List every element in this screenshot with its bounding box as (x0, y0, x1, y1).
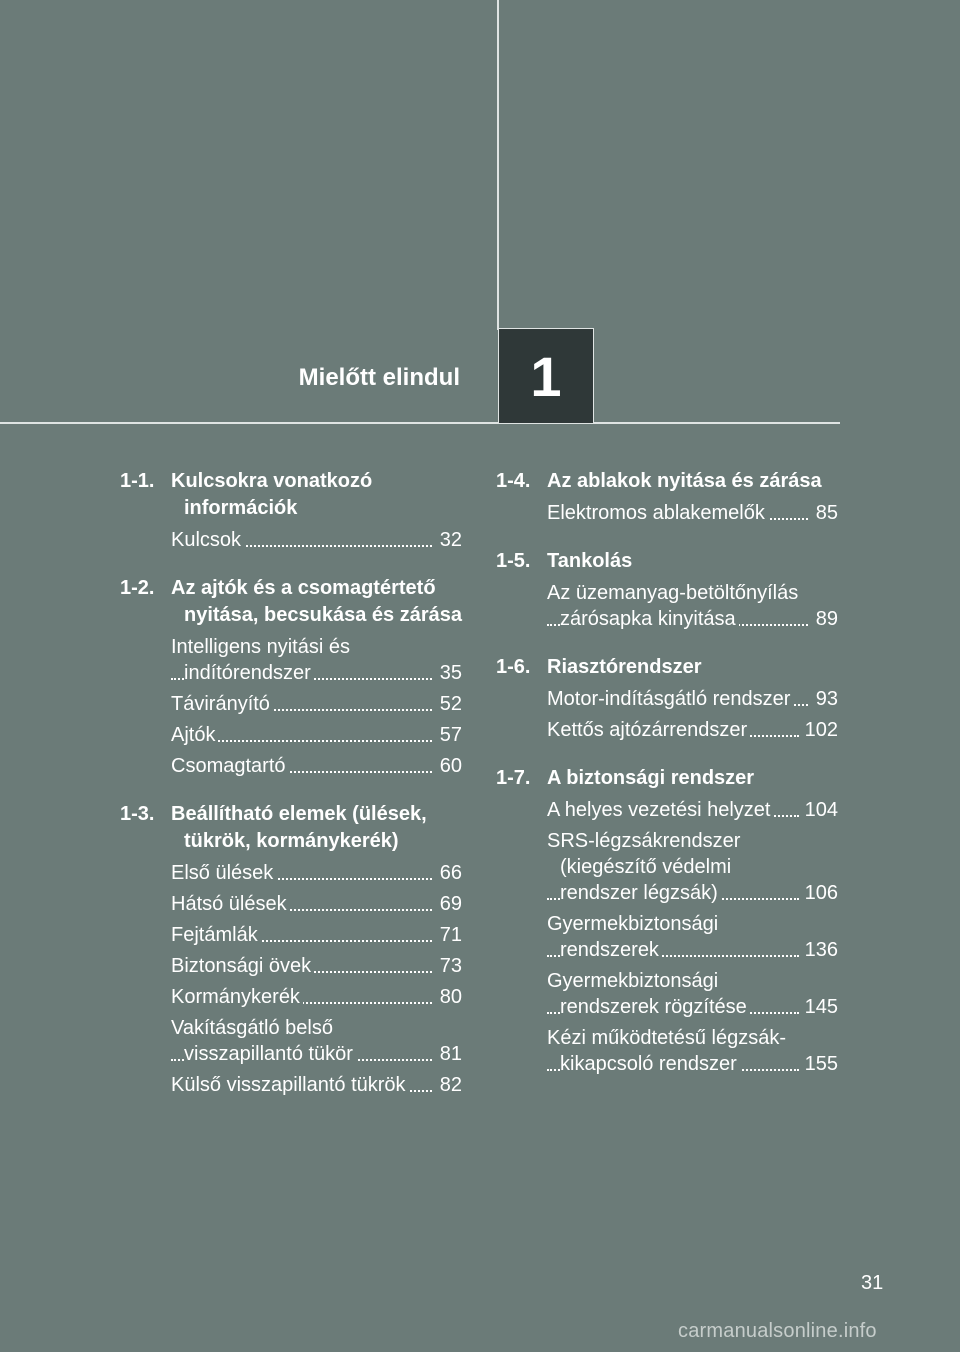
toc-entry-label (171, 984, 432, 1010)
toc-entry-label (547, 580, 808, 632)
toc-entry-label (547, 1025, 799, 1077)
toc-entry-page: 71 (439, 924, 462, 946)
toc-entry[interactable] (171, 722, 462, 748)
section-number: 1-3. (120, 803, 155, 825)
toc-entry[interactable] (547, 580, 838, 632)
toc-entry-text: Gyermekbiztonsági rendszerek (547, 913, 719, 961)
toc-entry-text: Gyermekbiztonsági rendszerek rögzítése (547, 970, 750, 1018)
toc-entry-page: 32 (439, 529, 462, 551)
toc-entry[interactable] (547, 968, 838, 1020)
toc-entry-text: Elektromos ablakemelők (547, 502, 768, 524)
section-title[interactable]: Kulcsokra vonatkozó információk (171, 470, 373, 519)
toc-entry[interactable] (171, 753, 462, 779)
toc-entry-label (171, 527, 432, 553)
toc-entry-text: Csomagtartó (171, 755, 289, 777)
toc-entry-label (547, 717, 799, 743)
toc-entry-text: Kézi működtetésű légzsák-kikapcsoló rendszer (547, 1027, 787, 1075)
section-title[interactable]: Riasztórendszer (547, 656, 702, 678)
toc-entry[interactable] (171, 1015, 462, 1067)
horizontal-rule (0, 422, 840, 424)
toc-entry-page: 104 (804, 799, 838, 821)
toc-section (120, 801, 462, 1098)
toc-section (496, 654, 838, 743)
toc-entry-label (547, 911, 799, 963)
toc-entry[interactable] (171, 860, 462, 886)
toc-entry-text: Távirányító (171, 693, 273, 715)
toc-entry-page: 81 (439, 1043, 462, 1065)
toc-entry-label (171, 1072, 432, 1098)
toc-entry-text: Motor-indításgátló rendszer (547, 688, 793, 710)
section-number: 1-6. (496, 656, 531, 678)
toc-entry[interactable] (171, 1072, 462, 1098)
toc-entry-text: Első ülések (171, 862, 276, 884)
toc-entry-page: 145 (804, 996, 838, 1018)
toc-section (120, 468, 462, 553)
toc-entry[interactable] (547, 717, 838, 743)
toc-entry-text: Kormánykerék (171, 986, 303, 1008)
toc-entry-text: Külső visszapillantó tükrök (171, 1074, 409, 1096)
section-title[interactable]: Beállítható elemek (ülések, tükrök, kormánykerék) (171, 803, 427, 852)
toc-right-column (496, 468, 838, 1099)
toc-entry[interactable] (171, 953, 462, 979)
chapter-title: Mielőtt elindul (298, 364, 460, 391)
toc-entry-text: SRS-légzsákrendszer (kiegészítő védelmi rendszer légzsák) (547, 830, 741, 904)
section-heading (496, 654, 838, 681)
toc-entry-text: Kulcsok (171, 529, 244, 551)
toc-entry-label (171, 691, 432, 717)
toc-entry-page: 93 (815, 688, 838, 710)
toc-entry-text: Ajtók (171, 724, 218, 746)
toc-entry-label (547, 968, 799, 1020)
toc-entry[interactable] (171, 922, 462, 948)
toc-entry-page: 73 (439, 955, 462, 977)
toc-section (496, 765, 838, 1077)
toc-entry[interactable] (547, 797, 838, 823)
toc-entry-label (547, 797, 799, 823)
toc-entry-page: 60 (439, 755, 462, 777)
section-heading (496, 765, 838, 792)
toc-entry-page: 66 (439, 862, 462, 884)
toc-entry-page: 80 (439, 986, 462, 1008)
toc-left-column (120, 468, 462, 1120)
section-heading (496, 468, 838, 495)
toc-entry-text: Vakításgátló belső visszapillantó tükör (171, 1017, 356, 1065)
toc-entry-text: Fejtámlák (171, 924, 261, 946)
toc-section (496, 548, 838, 632)
toc-entry-text: Az üzemanyag-betöltőnyílás zárósapka kinyitása (547, 582, 799, 630)
section-number: 1-2. (120, 577, 155, 599)
toc-entry-label (171, 722, 432, 748)
toc-entry-label (547, 686, 808, 712)
toc-entry[interactable] (547, 500, 838, 526)
toc-entry-page: 85 (815, 502, 838, 524)
toc-entry-text: Hátsó ülések (171, 893, 290, 915)
toc-entry-page: 82 (439, 1074, 462, 1096)
toc-entry-page: 57 (439, 724, 462, 746)
section-title[interactable]: A biztonsági rendszer (547, 767, 755, 789)
toc-entry[interactable] (547, 686, 838, 712)
toc-entry[interactable] (547, 911, 838, 963)
toc-entry-text: A helyes vezetési helyzet (547, 799, 773, 821)
toc-entry-label (171, 922, 432, 948)
section-number: 1-4. (496, 470, 531, 492)
page-number: 31 (861, 1272, 884, 1294)
chapter-number: 1 (530, 344, 562, 408)
section-heading (496, 548, 838, 575)
toc-entry-label (547, 500, 808, 526)
toc-entry-label (171, 953, 432, 979)
toc-entry[interactable] (171, 527, 462, 553)
toc-entry-text: Biztonsági övek (171, 955, 314, 977)
toc-entry-page: 89 (815, 608, 838, 630)
section-heading (120, 575, 462, 629)
toc-entry[interactable] (171, 691, 462, 717)
toc-section (496, 468, 838, 526)
toc-entry-label (171, 891, 432, 917)
toc-entry-page: 155 (804, 1053, 838, 1075)
section-title[interactable]: Az ajtók és a csomagtértető nyitása, becsukása és zárása (171, 577, 462, 626)
section-number: 1-1. (120, 470, 155, 492)
chapter-number-box (498, 328, 594, 424)
toc-entry-page: 69 (439, 893, 462, 915)
toc-entry-page: 102 (804, 719, 838, 741)
section-title[interactable]: Az ablakok nyitása és zárása (547, 470, 822, 492)
toc-entry[interactable] (547, 828, 838, 906)
toc-entry-label (547, 828, 799, 906)
watermark: carmanualsonline.info (678, 1320, 877, 1342)
toc-entry-label (171, 753, 432, 779)
section-title[interactable]: Tankolás (547, 550, 633, 572)
section-heading (120, 801, 462, 855)
toc-entry-label (171, 634, 432, 686)
toc-entry[interactable] (171, 984, 462, 1010)
toc-entry-label (171, 1015, 432, 1067)
toc-entry-page: 136 (804, 939, 838, 961)
section-number: 1-5. (496, 550, 531, 572)
toc-entry[interactable] (171, 634, 462, 686)
toc-entry-text: Kettős ajtózárrendszer (547, 719, 750, 741)
toc-entry-page: 52 (439, 693, 462, 715)
toc-entry[interactable] (171, 891, 462, 917)
vertical-rule (497, 0, 499, 330)
toc-section (120, 575, 462, 779)
toc-entry[interactable] (547, 1025, 838, 1077)
toc-entry-page: 35 (439, 662, 462, 684)
toc-entry-text: Intelligens nyitási és indítórendszer (171, 636, 350, 684)
section-number: 1-7. (496, 767, 531, 789)
toc-entry-label (171, 860, 432, 886)
section-heading (120, 468, 462, 522)
toc-entry-page: 106 (804, 882, 838, 904)
